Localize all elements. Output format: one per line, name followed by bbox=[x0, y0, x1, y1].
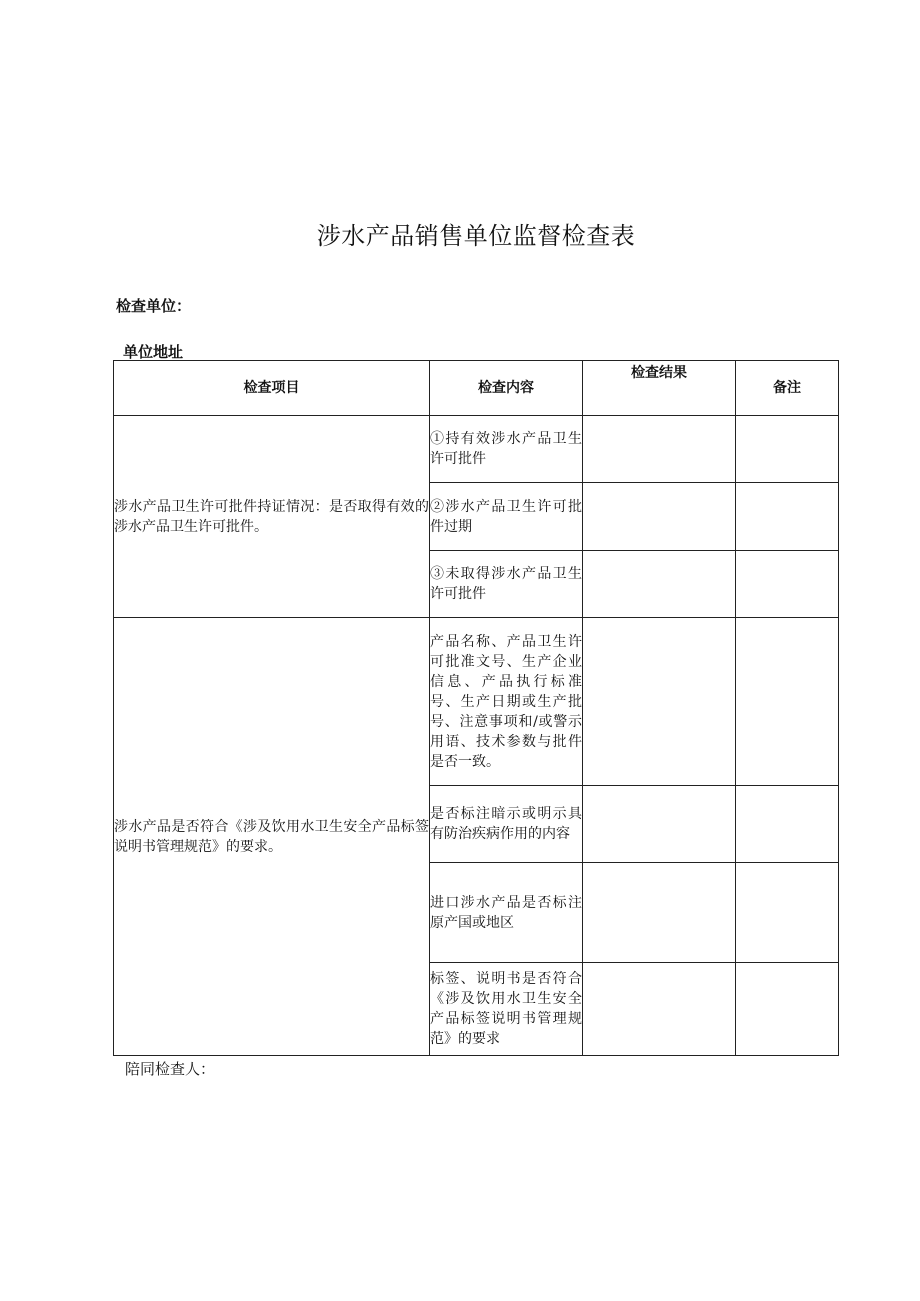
header-content: 检查内容 bbox=[430, 361, 583, 416]
check-item-cell: 涉水产品是否符合《涉及饮用水卫生安全产品标签说明书管理规范》的要求。 bbox=[114, 618, 430, 1056]
inspection-table bbox=[113, 360, 839, 1056]
result-cell[interactable] bbox=[583, 863, 736, 963]
table-row bbox=[114, 618, 839, 786]
check-content-cell: ③未取得涉水产品卫生许可批件 bbox=[430, 551, 583, 618]
check-content-cell: 是否标注暗示或明示具有防治疾病作用的内容 bbox=[430, 786, 583, 863]
header-remark: 备注 bbox=[736, 361, 839, 416]
result-cell[interactable] bbox=[583, 551, 736, 618]
check-content-cell: 进口涉水产品是否标注原产国或地区 bbox=[430, 863, 583, 963]
result-cell[interactable] bbox=[583, 618, 736, 786]
check-item-cell: 涉水产品卫生许可批件持证情况：是否取得有效的涉水产品卫生许可批件。 bbox=[114, 416, 430, 618]
remark-cell[interactable] bbox=[736, 551, 839, 618]
remark-cell[interactable] bbox=[736, 483, 839, 551]
result-cell[interactable] bbox=[583, 416, 736, 483]
header-result: 检查结果 bbox=[583, 361, 736, 416]
check-content-cell: 标签、说明书是否符合《涉及饮用水卫生安全产品标签说明书管理规范》的要求 bbox=[430, 963, 583, 1056]
remark-cell[interactable] bbox=[736, 786, 839, 863]
result-cell[interactable] bbox=[583, 786, 736, 863]
inspected-unit-label: 检查单位： bbox=[116, 297, 192, 315]
document-title: 涉水产品销售单位监督检查表 bbox=[316, 222, 636, 250]
check-content-cell: ①持有效涉水产品卫生许可批件 bbox=[430, 416, 583, 483]
unit-address-label: 单位地址 bbox=[123, 343, 184, 361]
check-content-cell: ②涉水产品卫生许可批件过期 bbox=[430, 483, 583, 551]
result-cell[interactable] bbox=[583, 963, 736, 1056]
remark-cell[interactable] bbox=[736, 416, 839, 483]
remark-cell[interactable] bbox=[736, 963, 839, 1056]
remark-cell[interactable] bbox=[736, 618, 839, 786]
accompanying-inspector-label: 陪同检查人： bbox=[125, 1060, 216, 1078]
result-cell[interactable] bbox=[583, 483, 736, 551]
remark-cell[interactable] bbox=[736, 863, 839, 963]
check-content-cell: 产品名称、产品卫生许可批准文号、生产企业信息、产品执行标准号、生产日期或生产批号、注意事项和/或警示用语、技术参数与批件是否一致。 bbox=[430, 618, 583, 786]
table-header-row bbox=[114, 361, 839, 416]
header-item: 检查项目 bbox=[114, 361, 430, 416]
table-row bbox=[114, 416, 839, 483]
